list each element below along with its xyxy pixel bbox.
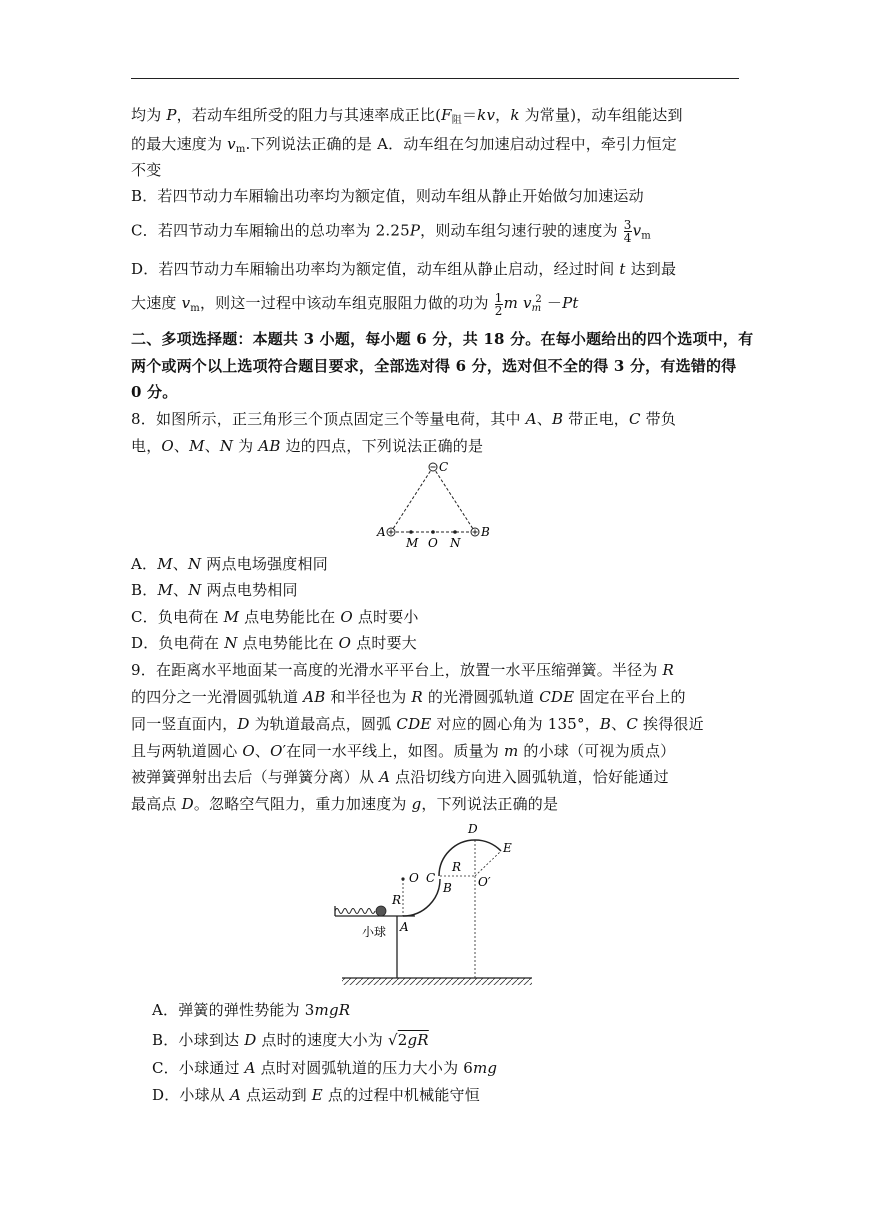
- q9-line-5: 被弹簧弹射出去后（与弹簧分离）从 A 点沿切线方向进入圆弧轨道，恰好能通过: [131, 768, 669, 786]
- radius-o2e: [475, 851, 501, 876]
- q9-track-figure: [325, 818, 540, 993]
- q8-option-a: A．M、N 两点电场强度相同: [131, 555, 328, 573]
- negative-charge-c: [429, 463, 437, 471]
- q7-line-1: 均为 P，若动车组所受的阻力与其速率成正比($F_阻=kv$，k 为常量)，动车组能达到: [131, 106, 683, 126]
- q9-line-4: 且与两轨道圆心 O、O′在同一水平线上，如图。质量为 m 的小球（可视为质点）: [131, 742, 676, 760]
- q7-option-d-line-2: 大速度 $v_m$，则这一过程中该动车组克服阻力做的功为 $\frac{1}{2}$ m $v_m^2 -Pt$: [131, 290, 579, 318]
- label-d: D: [468, 822, 478, 836]
- q8-option-c: C．负电荷在 M 点电势能比在 O 点时要小: [131, 608, 419, 626]
- q7-line-3: 不变: [131, 161, 162, 179]
- q8-triangle-figure: [370, 455, 500, 550]
- q8-option-b: B．M、N 两点电势相同: [131, 581, 298, 599]
- label-m: M: [406, 536, 419, 550]
- ball: [376, 906, 386, 916]
- triangle-side-ac: [391, 467, 433, 532]
- positive-charge-a: [387, 528, 395, 536]
- label-c: C: [439, 460, 449, 474]
- triangle-side-bc: [433, 467, 475, 532]
- label-o: O: [409, 871, 419, 885]
- q9-option-a: A．弹簧的弹性势能为 3mgR: [152, 1001, 351, 1019]
- label-b: B: [443, 881, 452, 895]
- arc-cde: [439, 840, 501, 876]
- label-o-prime: O′: [478, 875, 491, 889]
- q7-option-b: B．若四节动力车厢输出功率均为额定值，则动车组从静止开始做匀加速运动: [131, 187, 644, 205]
- label-n: N: [450, 536, 461, 550]
- label-b: B: [481, 525, 490, 539]
- label-o: O: [428, 536, 438, 550]
- q8-line-2: 电，O、M、N 为 AB 边的四点，下列说法正确的是: [131, 437, 484, 455]
- label-e: E: [503, 841, 512, 855]
- q9-line-6: 最高点 D。忽略空气阻力，重力加速度为 g，下列说法正确的是: [131, 795, 559, 813]
- header-rule: [131, 78, 739, 79]
- label-r-cde: R: [452, 860, 462, 874]
- ground-hatching: [342, 978, 532, 985]
- label-a: A: [400, 920, 409, 934]
- q9-line-1: 9．在距离水平地面某一高度的光滑水平平台上，放置一水平压缩弹簧。半径为 R: [131, 661, 675, 679]
- label-c: C: [426, 871, 436, 885]
- q7-option-d-line-1: D．若四节动力车厢输出功率均为额定值，动车组从静止启动，经过时间 t 达到最: [131, 260, 677, 278]
- section2-line-3: 0 分。: [131, 383, 178, 401]
- q9-line-3: 同一竖直面内，D 为轨道最高点，圆弧 CDE 对应的圆心角为 135°，B、C 挨得很近: [131, 715, 704, 733]
- q9-option-c: C．小球通过 A 点时对圆弧轨道的压力大小为 6mg: [152, 1059, 498, 1077]
- point-n: [453, 530, 457, 534]
- q8-option-d: D．负电荷在 N 点电势能比在 O 点时要大: [131, 634, 417, 652]
- section2-line-1: 二、多项选择题：本题共 3 小题，每小题 6 分，共 18 分。在每小题给出的四个选项中，有: [131, 330, 754, 348]
- point-m: [409, 530, 413, 534]
- q9-line-2: 的四分之一光滑圆弧轨道 AB 和半径也为 R 的光滑圆弧轨道 CDE 固定在平台上的: [131, 688, 686, 706]
- label-r-ab: R: [392, 893, 402, 907]
- label-a: A: [377, 525, 386, 539]
- positive-charge-b: [471, 528, 479, 536]
- q7-option-c: C．若四节动力车厢输出的总功率为 2.25P，则动车组匀速行驶的速度为 $\frac{3}{4}$ $v_m$: [131, 218, 651, 245]
- q9-option-b: B．小球到达 D 点时的速度大小为 √2gR: [152, 1031, 429, 1049]
- label-ball: 小球: [362, 925, 387, 939]
- q9-option-d: D．小球从 A 点运动到 E 点的过程中机械能守恒: [152, 1086, 480, 1104]
- q8-line-1: 8．如图所示，正三角形三个顶点固定三个等量电荷，其中 A、B 带正电，C 带负: [131, 410, 677, 428]
- q7-line-2: 的最大速度为 $v_m$.下列说法正确的是 A．动车组在匀加速启动过程中，牵引力恒定: [131, 135, 677, 155]
- section2-line-2: 两个或两个以上选项符合题目要求，全部选对得 6 分，选对但不全的得 3 分，有选错的得: [131, 357, 737, 375]
- point-o: [431, 530, 435, 534]
- spring-icon: [335, 909, 375, 914]
